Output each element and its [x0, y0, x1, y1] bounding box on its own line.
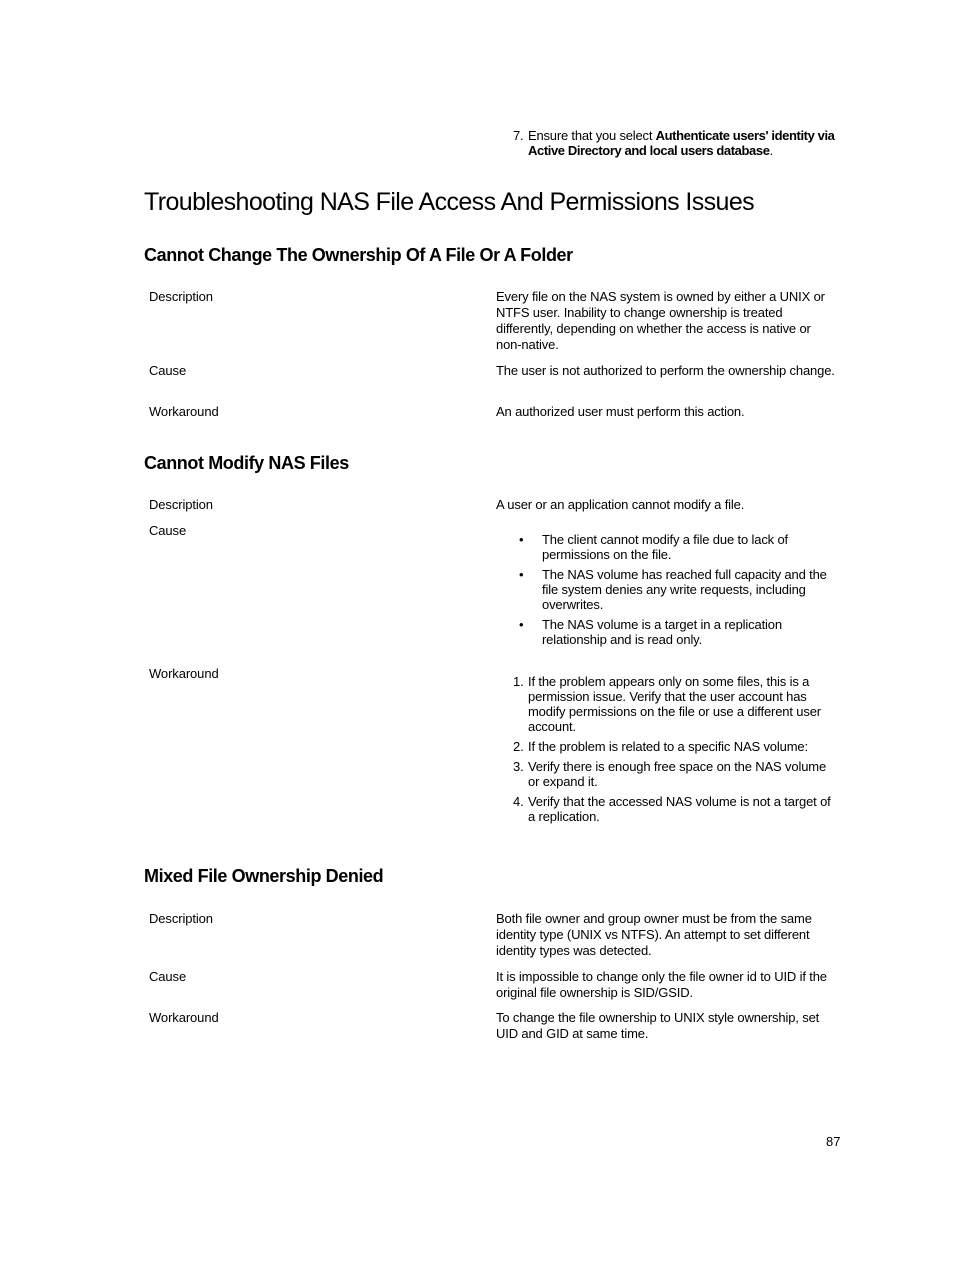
label-cause: Cause — [149, 523, 187, 538]
label-description: Description — [149, 497, 213, 512]
value-description: Every file on the NAS system is owned by either a UNIX or NTFS user. Inability to change ownership is treated differently, depending on whether the access is native or non-native. — [496, 289, 825, 352]
value-description: Both file owner and group owner must be from the same identity type (UNIX vs NTFS). An attempt to set different identity types was detected. — [496, 911, 812, 958]
page-number: 87 — [826, 1134, 841, 1149]
list-item: 1. If the problem appears only on some files, this is a permission issue. Verify that the user account has modify permissions on the file or use a different user account. — [513, 674, 821, 734]
value-cause: It is impossible to change only the file owner id to UID if the original file ownership is SID/GSID. — [496, 969, 827, 1000]
label-cause: Cause — [149, 969, 187, 984]
label-cause: Cause — [149, 363, 187, 378]
bullet-icon: • — [519, 617, 524, 632]
value-cause: The user is not authorized to perform the ownership change. — [496, 363, 835, 378]
value-workaround: To change the file ownership to UNIX style ownership, set UID and GID at same time. — [496, 1010, 820, 1041]
bullet-icon: • — [519, 532, 524, 547]
value-workaround: An authorized user must perform this action. — [496, 404, 745, 419]
list-item: • The client cannot modify a file due to lack of permissions on the file. — [519, 532, 789, 562]
step-7-text: Ensure that you select Authenticate users' identity via Active Directory and local users database. — [528, 128, 835, 158]
label-workaround: Workaround — [149, 1010, 219, 1025]
step-7-number: 7. — [513, 128, 524, 143]
cause-list — [496, 532, 836, 652]
label-description: Description — [149, 911, 213, 926]
list-item: • The NAS volume is a target in a replication relationship and is read only. — [519, 617, 782, 647]
section-heading-ownership: Cannot Change The Ownership Of A File Or A Folder — [144, 245, 573, 265]
step-7 — [513, 128, 843, 158]
step-7-option-name: Authenticate users' identity via Active Directory and local users database — [528, 128, 835, 158]
value-description: A user or an application cannot modify a file. — [496, 497, 745, 512]
section-heading-mixed-ownership: Mixed File Ownership Denied — [144, 866, 384, 886]
list-item: 4. Verify that the accessed NAS volume is not a target of a replication. — [513, 794, 831, 824]
label-workaround: Workaround — [149, 666, 219, 681]
label-workaround: Workaround — [149, 404, 219, 419]
workaround-list — [496, 674, 836, 829]
list-item: 3. Verify there is enough free space on the NAS volume or expand it. — [513, 759, 827, 789]
list-item: • The NAS volume has reached full capacity and the file system denies any write requests, including overwrites. — [519, 567, 827, 612]
list-item: 2. If the problem is related to a specific NAS volume: — [513, 739, 808, 754]
label-description: Description — [149, 289, 213, 304]
section-heading-modify: Cannot Modify NAS Files — [144, 453, 349, 473]
bullet-icon: • — [519, 567, 524, 582]
page-title: Troubleshooting NAS File Access And Permissions Issues — [144, 188, 755, 216]
